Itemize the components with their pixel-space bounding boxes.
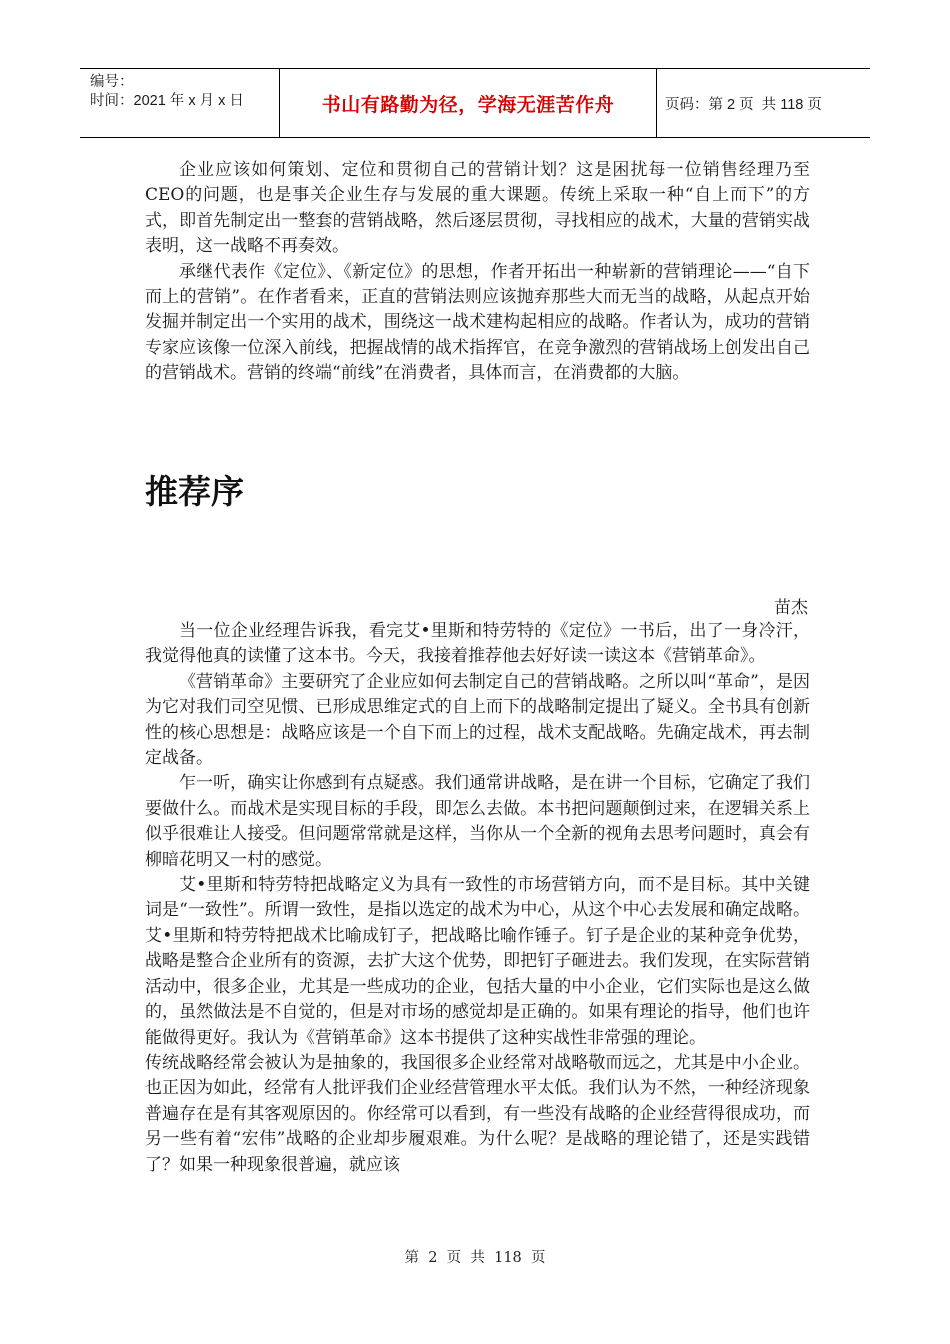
author-name: 苗杰 <box>774 598 808 618</box>
preface-paragraph-4: 艾•里斯和特劳特把战略定义为具有一致性的市场营销方向，而不是目标。其中关键词是“一致性”。所谓一致性，是指以选定的战术为中心，从这个中心去发展和确定战略。艾•里斯和特劳特把战术比喻成钉子，把战略比喻作锤子。钉子是企业的某种竞争优势，战略是整合企业所有的资源，去扩大这个优势，即把钉子砸进去。我们发现，在实际营销活动中，很多企业，尤其是一些成功的企业，包括大量的中小企业，它们实际也是这么做的，虽然做法是不自觉的，但是对市场的感觉却是正确的。如果有理论的指导，他们也许能做得更好。我认为《营销革命》这本书提供了这种实战性非常强的理论。 <box>145 875 810 1048</box>
intro-paragraph-1: 企业应该如何策划、定位和贯彻自己的营销计划？这是困扰每一位销售经理乃至CEO的问题，也是事关企业生存与发展的重大课题。传统上采取一种“自上而下”的方式，即首先制定出一整套的营销战略，然后逐层贯彻，寻找相应的战术，大量的营销实战表明，这一战略不再奏效。 <box>145 160 810 257</box>
number-label: 编号： <box>90 74 134 90</box>
document-header <box>80 68 870 138</box>
intro-section <box>145 158 810 387</box>
section-title: 推荐序 <box>145 472 244 511</box>
intro-paragraph-2: 承继代表作《定位》、《新定位》的思想，作者开拓出一种崭新的营销理论——“自下而上的营销”。在作者看来，正直的营销法则应该抛弃那些大而无当的战略，从起点开始发掘并制定出一个实用的战术，围绕这一战术建构起相应的战略。作者认为，成功的营销专家应该像一位深入前线，把握战情的战术指挥官，在竞争激烈的营销战场上创发出自己的营销战术。营销的终端“前线”在消费者，具体而言，在消费都的大脑。 <box>145 261 810 384</box>
footer-page-number: 第 2 页 共 118 页 <box>404 1250 546 1266</box>
date-label: 时间：2021 年 x 月 x 日 <box>90 93 244 109</box>
preface-section <box>145 619 810 1178</box>
preface-paragraph-3: 乍一听，确实让你感到有点疑惑。我们通常讲战略，是在讲一个目标，它确定了我们要做什么。而战术是实现目标的手段，即怎么去做。本书把问题颠倒过来，在逻辑关系上似乎很难让人接受。但问题常常就是这样，当你从一个全新的视角去思考问题时，真会有柳暗花明又一村的感觉。 <box>145 773 810 870</box>
page-info-text: 页码：第 2 页 共 118 页 <box>665 96 822 113</box>
header-motto: 书山有路勤为径，学海无涯苦作舟 <box>280 69 657 137</box>
preface-paragraph-2: 《营销革命》主要研究了企业应如何去制定自己的营销战略。之所以叫“革命”，是因为它对我们司空见惯、已形成思维定式的自上而下的战略制定提出了疑义。全书具有创新性的核心思想是：战略应该是一个自下而上的过程，战术支配战略。先确定战术，再去制定战备。 <box>145 671 810 769</box>
preface-paragraph-1: 当一位企业经理告诉我，看完艾•里斯和特劳特的《定位》一书后，出了一身冷汗，我觉得他真的读懂了这本书。今天，我接着推荐他去好好读一读这本《营销革命》。 <box>145 621 810 667</box>
header-page-info <box>657 69 870 137</box>
preface-paragraph-5: 传统战略经常会被认为是抽象的，我国很多企业经常对战略敬而远之，尤其是中小企业。也正因为如此，经常有人批评我们企业经营管理水平太低。我们认为不然，一种经济现象普遍存在是有其客观原因的。你经常可以看到，有一些没有战略的企业经营得很成功，而另一些有着“宏伟”战略的企业却步履艰难。为什么呢？是战略的理论错了，还是实践错了？如果一种现象很普遍，就应该 <box>145 1052 810 1175</box>
header-meta <box>80 69 280 137</box>
page-footer <box>0 1246 950 1267</box>
